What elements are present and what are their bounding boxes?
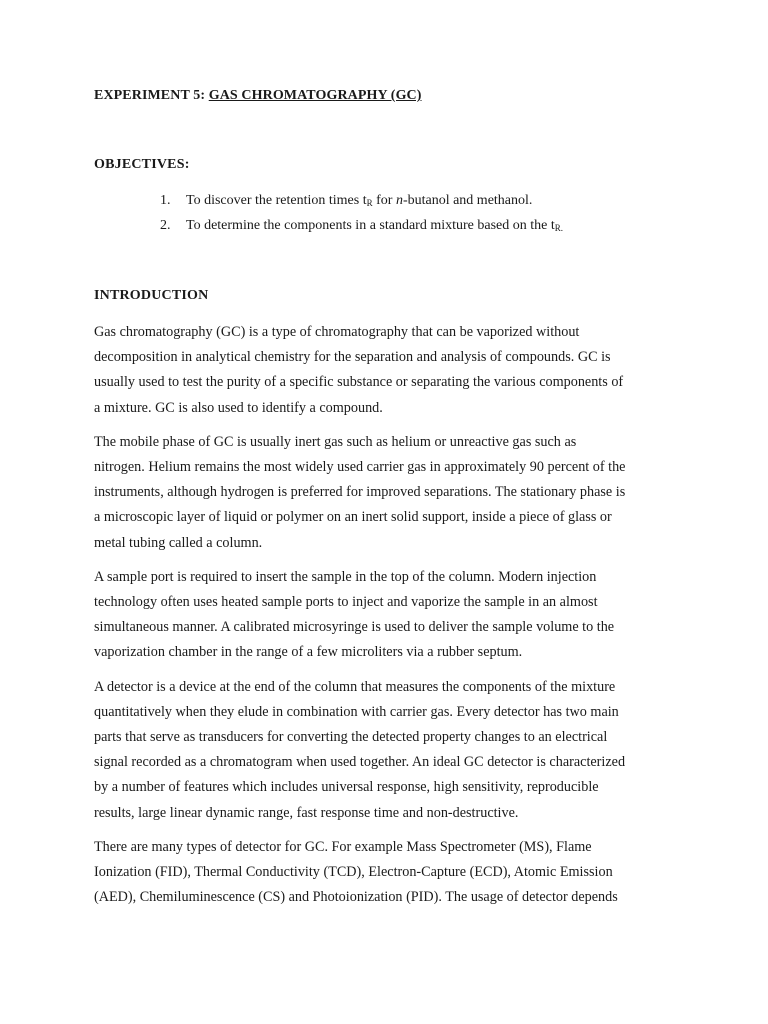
text-line: decomposition in analytical chemistry for the separation and analysis of compounds. GC is — [94, 349, 611, 366]
document-title — [94, 88, 422, 104]
text-line: metal tubing called a column. — [94, 534, 263, 551]
objectives-heading: OBJECTIVES: — [94, 157, 190, 172]
text-line: nitrogen. Helium remains the most widely used carrier gas in approximately 90 percent of the — [94, 459, 626, 476]
paragraph — [94, 675, 674, 826]
text-line: by a number of features which includes universal response, high sensitivity, reproducible — [94, 779, 599, 796]
text-line: instruments, although hydrogen is preferred for improved separations. The stationary phase is — [94, 484, 626, 501]
text-line: A detector is a device at the end of the column that measures the components of the mixture — [94, 678, 616, 695]
objective-number: 1. — [160, 193, 171, 208]
introduction-heading: INTRODUCTION — [94, 288, 209, 303]
objective-item — [160, 192, 563, 217]
text-line: parts that serve as transducers for converting the detected property changes to an electrical — [94, 729, 608, 746]
text-line: results, large linear dynamic range, fast response time and non-destructive. — [94, 804, 519, 821]
text-line: signal recorded as a chromatogram when used together. An ideal GC detector is characterized — [94, 754, 626, 771]
paragraph — [94, 430, 674, 556]
text-line: a mixture. GC is also used to identify a compound. — [94, 399, 383, 416]
subscript-r: R. — [554, 223, 564, 233]
objective-text: To determine the components in a standard mixture based on the t — [186, 218, 555, 233]
italic-n: n — [395, 193, 403, 208]
title-prefix: EXPERIMENT 5: — [94, 88, 209, 103]
paragraph — [94, 835, 674, 911]
text-line: usually used to test the purity of a specific substance or separating the various components of — [94, 374, 624, 391]
subscript-r: R — [366, 198, 373, 208]
text-line: Gas chromatography (GC) is a type of chromatography that can be vaporized without — [94, 324, 580, 340]
objective-text: To discover the retention times t — [186, 193, 367, 208]
paragraph — [94, 320, 674, 421]
text-line: A sample port is required to insert the sample in the top of the column. Modern injection — [94, 568, 597, 585]
text-line: technology often uses heated sample ports to inject and vaporize the sample in an almost — [94, 594, 598, 611]
text-line: The mobile phase of GC is usually inert gas such as helium or unreactive gas such as — [94, 433, 577, 450]
objective-item — [160, 217, 563, 242]
text-line: quantitatively when they elude in combination with carrier gas. Every detector has two main — [94, 703, 619, 720]
objectives-list — [160, 192, 563, 242]
text-line: (AED), Chemiluminescence (CS) and Photoionization (PID). The usage of detector depends — [94, 889, 618, 906]
text-line: There are many types of detector for GC. For example Mass Spectrometer (MS), Flame — [94, 838, 592, 855]
text-line: Ionization (FID), Thermal Conductivity (TCD), Electron-Capture (ECD), Atomic Emission — [94, 864, 613, 881]
objective-text-end: -butanol and methanol. — [402, 193, 533, 208]
title-main: GAS CHROMATOGRAPHY (GC) — [208, 88, 422, 103]
text-line: vaporization chamber in the range of a few microliters via a rubber septum. — [94, 644, 523, 661]
introduction-body — [94, 320, 674, 919]
text-line: a microscopic layer of liquid or polymer on an inert solid support, inside a piece of glass or — [94, 509, 612, 526]
objective-text-mid: for — [372, 193, 396, 208]
objective-number: 2. — [160, 218, 171, 233]
paragraph — [94, 565, 674, 666]
text-line: simultaneous manner. A calibrated microsyringe is used to deliver the sample volume to the — [94, 619, 615, 636]
